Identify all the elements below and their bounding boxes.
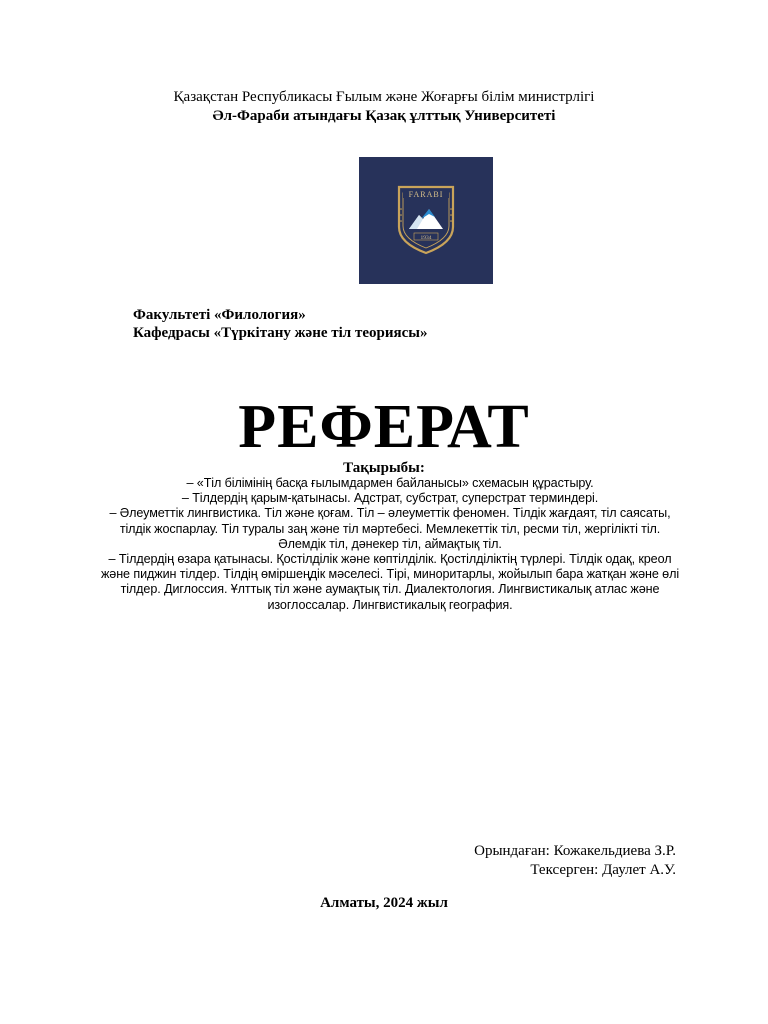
signature-block xyxy=(474,842,676,880)
faculty-info xyxy=(133,306,427,342)
topic-item: – Тілдердің қарым-қатынасы. Адстрат, субстрат, суперстрат терминдері. xyxy=(181,491,599,506)
faculty-line: Факультеті «Филология» xyxy=(133,307,306,323)
document-title: РЕФЕРАТ xyxy=(238,393,530,461)
university-name: Әл-Фараби атындағы Қазақ ұлттық Университеті xyxy=(212,108,556,124)
logo-top-text: FARABI xyxy=(408,190,444,199)
checked-by: Тексерген: Даулет А.У. xyxy=(530,862,676,878)
department-line: Кафедрасы «Түркітану және тіл теориясы» xyxy=(133,325,428,341)
university-logo xyxy=(359,157,493,284)
topic-item: – Тілдердің өзара қатынасы. Қостілділік және көптілділік. Қостілділіктің түрлері. Тілдік одақ, креол және пиджин тілдер. Тілдің өміршеңдік мәселесі. Тірі, миноритарлы, жойылып бара жатқан және өлі тілдер. Диглоссия. Ұлттық тіл және аумақтық тіл. Диалектология. Лингвистикалық атлас және изоглоссалар. Лингвистикалық география. xyxy=(100,552,680,612)
performed-by: Орындаған: Кожакельдиева З.Р. xyxy=(474,843,676,859)
topic-heading: Тақырыбы: xyxy=(343,460,425,476)
topic-list xyxy=(100,476,680,613)
ministry-name: Қазақстан Республикасы Ғылым және Жоғарғы білім министрлігі xyxy=(173,89,595,105)
logo-year-text: 1934 xyxy=(420,235,432,241)
topic-item: – «Тіл білімінің басқа ғылымдармен байланысы» схемасын құрастыру. xyxy=(186,476,594,490)
farabi-university-emblem-icon xyxy=(359,157,493,284)
city-year: Алматы, 2024 жыл xyxy=(320,895,448,911)
topic-item: – Әлеуметтік лингвистика. Тіл және қоғам. Тіл – әлеуметтік феномен. Тілдік жағдаят, тіл саясаты, тілдік жоспарлау. Тіл туралы заң және тіл мәртебесі. Мемлекеттік тіл, ресми тіл, жергілікті тіл. Әлемдік тіл, дәнекер тіл, аймақтық тіл. xyxy=(109,506,671,551)
